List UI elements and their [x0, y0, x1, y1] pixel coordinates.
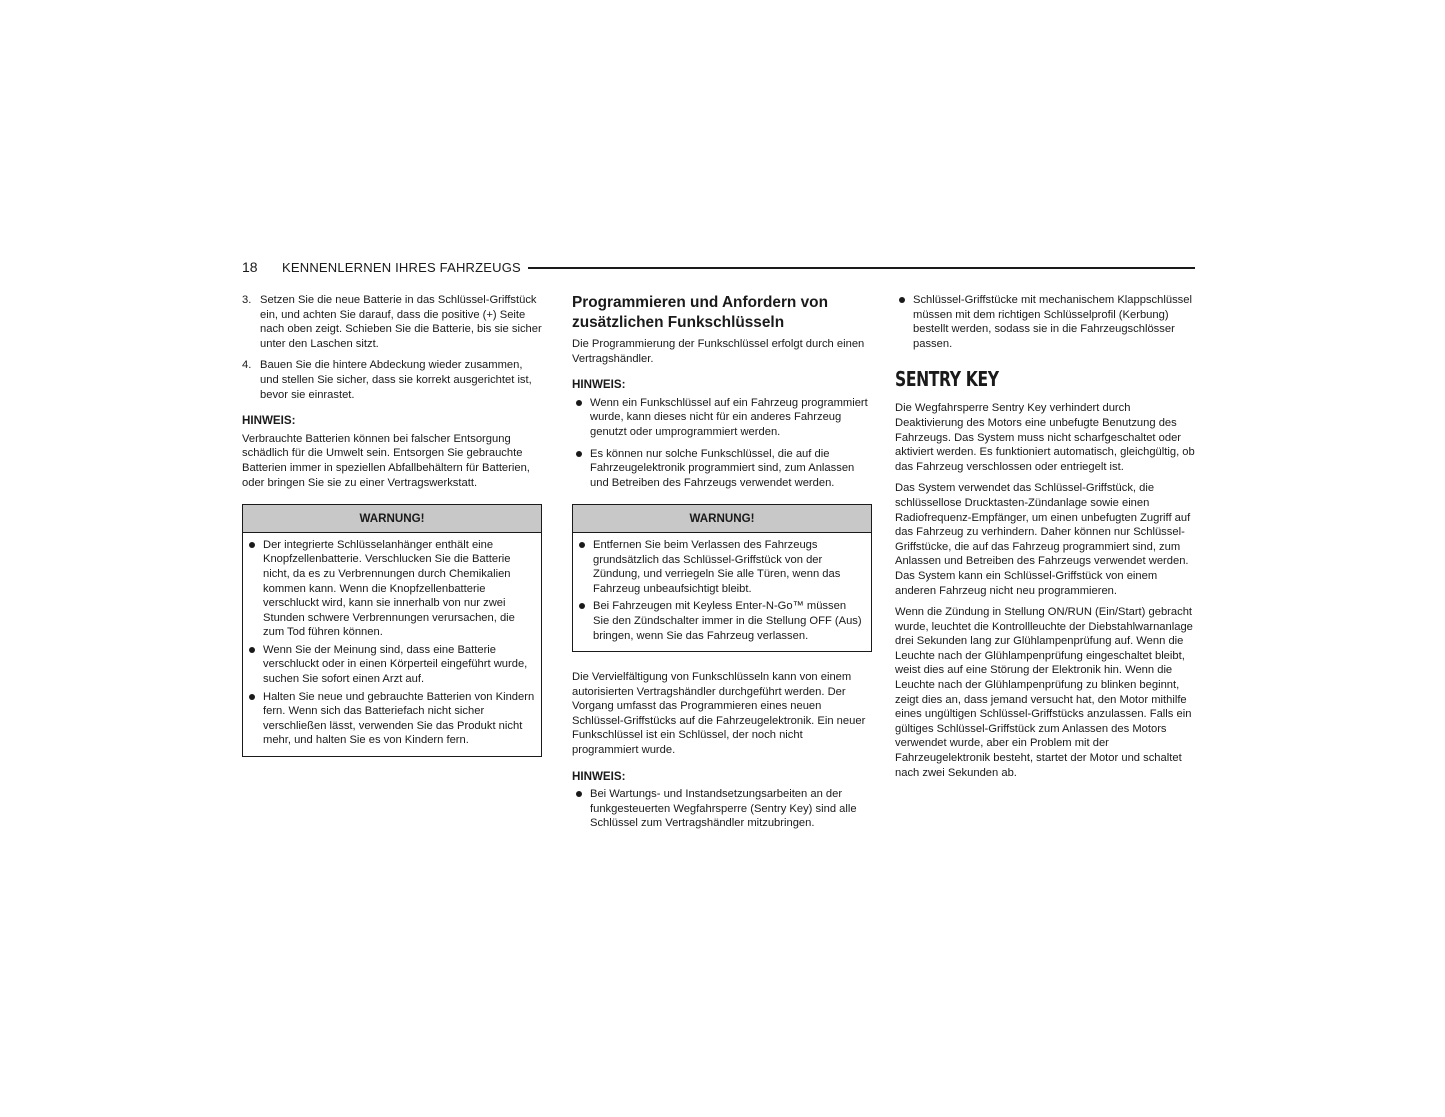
intro-text: Die Programmierung der Funkschlüssel erfolgt durch einen Vertragshändler.	[572, 338, 865, 365]
bullet-icon	[579, 603, 585, 609]
column-left	[242, 293, 542, 775]
section-heading: Programmieren und Anfordern von zusätzlichen Funkschlüsseln	[572, 294, 828, 331]
step-text: Bauen Sie die hintere Abdeckung wieder zusammen, und stellen Sie sicher, dass sie korrekt ausgerichtet ist, bevor sie einrastet.	[260, 359, 532, 401]
bullet-icon	[576, 451, 582, 457]
bullet-icon	[899, 297, 905, 303]
warning-item: Wenn Sie der Meinung sind, dass eine Batterie verschluckt oder in einen Körperteil eingeführt wurde, suchen Sie sofort einen Arzt auf.	[245, 643, 535, 687]
bullet-icon	[579, 542, 585, 548]
bullet-icon	[249, 542, 255, 548]
note-label: HINWEIS:	[572, 769, 626, 783]
column-middle	[572, 293, 872, 838]
note-item: Schlüssel-Griffstücke mit mechanischem Klappschlüssel müssen mit dem richtigen Schlüsselprofil (Kerbung) bestellt werden, sodass sie in die Fahrzeugschlösser passen.	[895, 293, 1195, 351]
step-item	[242, 358, 542, 402]
page-number: 18	[242, 259, 258, 275]
bullet-icon	[576, 791, 582, 797]
note-item: Wenn ein Funkschlüssel auf ein Fahrzeug programmiert wurde, kann dieses nicht für ein anderes Fahrzeug genutzt oder umprogrammiert werden.	[572, 396, 872, 440]
warning-box	[572, 504, 872, 652]
paragraph: Die Wegfahrsperre Sentry Key verhindert durch Deaktivierung des Motors eine unbefugte Benutzung des Fahrzeugs. Das System muss nicht scharfgeschaltet oder aktiviert werden. Es funktioniert automatisch, gleichgültig, ob das Fahrzeug verschlossen oder entriegelt ist.	[895, 402, 1195, 473]
note-text: Verbrauchte Batterien können bei falscher Entsorgung schädlich für die Umwelt sein. Entsorgen Sie gebrauchte Batterien immer in speziellen Abfallbehältern für Batterien, oder bringen Sie sie zu einer Vertragswerkstatt.	[242, 432, 530, 489]
column-right	[895, 293, 1195, 787]
note-label: HINWEIS:	[572, 378, 626, 392]
note-item: Es können nur solche Funkschlüssel, die auf die Fahrzeugelektronik programmiert sind, zum Anlassen und Betreiben des Fahrzeugs verwendet werden.	[572, 447, 872, 491]
page-header	[242, 259, 1195, 279]
warning-item: Entfernen Sie beim Verlassen des Fahrzeugs grundsätzlich das Schlüssel-Griffstück von der Zündung, und verriegeln Sie alle Türen, wenn das Fahrzeug unbeaufsichtigt bleibt.	[575, 538, 865, 596]
paragraph: Wenn die Zündung in Stellung ON/RUN (Ein/Start) gebracht wurde, leuchtet die Kontrollleuchte der Diebstahlwarnanlage drei Sekunden lang zur Glühlampenprüfung auf. Wenn die Leuchte nach der Glühlampenprüfung eingeschaltet bleibt, weist dies auf eine Störung der Elektronik hin. Wenn die Leuchte nach der Glühlampenprüfung zu blinken beginnt, zeigt dies an, dass jemand versucht hat, den Motor mithilfe eines ungültigen Schlüssel-Griffstücks anzulassen. Falls ein gültiges Schlüssel-Griffstück zum Anlassen des Motors verwendet wurde, aber ein Problem mit der Fahrzeugelektronik besteht, startet der Motor und schaltet nach zwei Sekunden ab.	[895, 606, 1193, 779]
step-item	[242, 293, 542, 351]
warning-item: Bei Fahrzeugen mit Keyless Enter-N-Go™ müssen Sie den Zündschalter immer in die Stellung OFF (Aus) bringen, wenn Sie das Fahrzeug verlassen.	[575, 599, 865, 643]
bullet-icon	[249, 647, 255, 653]
paragraph: Das System verwendet das Schlüssel-Griffstück, die schlüssellose Drucktasten-Zündanlage sowie einen Radiofrequenz-Empfänger, um einen unbefugten Zugriff auf das Fahrzeug zu verhindern. Daher können nur Schlüssel-Griffstücke, die auf das Fahrzeug programmiert sind, zum Anlassen und Betreiben des Fahrzeugs verwendet werden. Das System kann ein Schlüssel-Griffstück von einem anderen Fahrzeug nicht neu programmieren.	[895, 482, 1191, 597]
warning-item: Halten Sie neue und gebrauchte Batterien von Kindern fern. Wenn sich das Batteriefach nicht sicher verschließen lässt, verwenden Sie das Produkt nicht mehr, und halten Sie es von Kindern fern.	[245, 690, 535, 748]
bullet-icon	[249, 694, 255, 700]
step-number: 3.	[242, 294, 252, 306]
duplication-text: Die Vervielfältigung von Funkschlüsseln kann von einem autorisierten Vertragshändler durchgeführt werden. Der Vorgang umfasst das Programmieren eines neuen Schlüssel-Griffstücks auf die Fahrzeugelektronik. Ein neuer Funkschlüssel ist ein Schlüssel, der noch nicht programmiert wurde.	[572, 671, 866, 757]
warning-item: Der integrierte Schlüsselanhänger enthält eine Knopfzellenbatterie. Verschlucken Sie die Batterie nicht, da es zu Verbrennungen durch Chemikalien kommen kann. Wenn die Knopfzellenbatterie verschluckt wird, kann sie innerhalb von nur zwei Stunden schwere Verbrennungen verursachen, die zum Tod führen können.	[245, 538, 535, 640]
warning-title: WARNUNG!	[243, 505, 541, 533]
warning-box	[242, 504, 542, 757]
sentry-key-heading: SENTRY KEY	[895, 367, 999, 392]
warning-title: WARNUNG!	[573, 505, 871, 533]
step-text: Setzen Sie die neue Batterie in das Schlüssel-Griffstück ein, und achten Sie darauf, dass die positive (+) Seite nach oben zeigt. Schieben Sie die Batterie, bis sie sicher unter den Laschen sitzt.	[260, 294, 542, 350]
section-title: KENNENLERNEN IHRES FAHRZEUGS	[282, 260, 521, 275]
header-rule	[528, 267, 1195, 269]
step-number: 4.	[242, 359, 252, 372]
note-label: HINWEIS:	[242, 414, 296, 428]
note-item: Bei Wartungs- und Instandsetzungsarbeiten an der funkgesteuerten Wegfahrsperre (Sentry Key) sind alle Schlüssel zum Vertragshändler mitzubringen.	[572, 787, 872, 831]
bullet-icon	[576, 400, 582, 406]
